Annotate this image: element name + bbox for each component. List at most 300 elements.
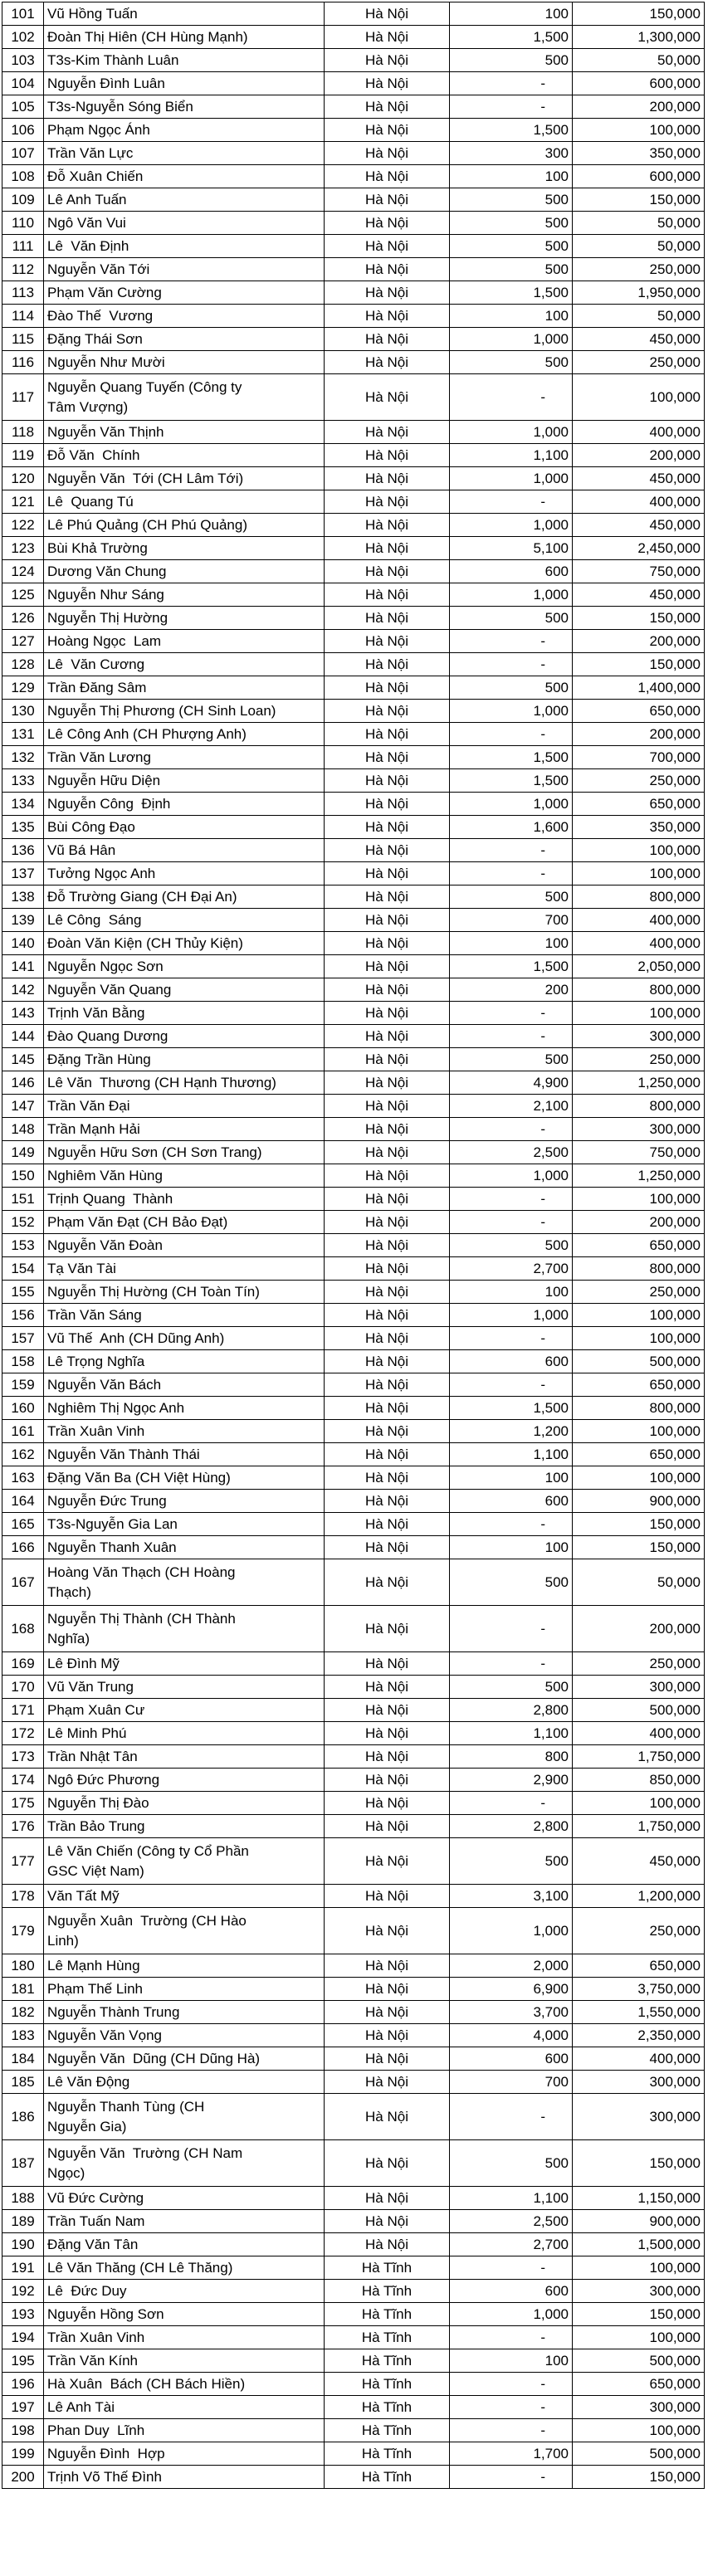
province-cell[interactable] <box>325 444 450 467</box>
quantity-cell[interactable] <box>450 1304 573 1327</box>
province-cell[interactable] <box>325 955 450 978</box>
province-cell[interactable] <box>325 862 450 886</box>
province-cell[interactable] <box>325 1443 450 1466</box>
row-number-cell[interactable] <box>2 1513 44 1536</box>
quantity-cell[interactable] <box>450 839 573 862</box>
quantity-cell[interactable] <box>450 2047 573 2071</box>
quantity-cell[interactable] <box>450 955 573 978</box>
name-cell[interactable] <box>44 2187 325 2210</box>
amount-cell[interactable] <box>573 793 705 816</box>
name-cell[interactable] <box>44 1722 325 1745</box>
quantity-cell[interactable] <box>450 700 573 723</box>
amount-cell[interactable] <box>573 2326 705 2349</box>
row-number-cell[interactable] <box>2 49 44 72</box>
province-cell[interactable] <box>325 1281 450 1304</box>
name-cell[interactable] <box>44 2071 325 2094</box>
amount-cell[interactable] <box>573 700 705 723</box>
name-cell[interactable] <box>44 769 325 793</box>
row-number-cell[interactable] <box>2 1164 44 1188</box>
province-cell[interactable] <box>325 560 450 583</box>
row-number-cell[interactable] <box>2 514 44 537</box>
province-cell[interactable] <box>325 467 450 490</box>
quantity-cell[interactable] <box>450 72 573 95</box>
row-number-cell[interactable] <box>2 1211 44 1234</box>
quantity-cell[interactable] <box>450 2256 573 2280</box>
quantity-cell[interactable] <box>450 746 573 769</box>
amount-cell[interactable] <box>573 444 705 467</box>
name-cell[interactable] <box>44 2256 325 2280</box>
row-number-cell[interactable] <box>2 2326 44 2349</box>
row-number-cell[interactable] <box>2 1373 44 1397</box>
row-number-cell[interactable] <box>2 2094 44 2140</box>
quantity-cell[interactable] <box>450 165 573 188</box>
amount-cell[interactable] <box>573 1373 705 1397</box>
province-cell[interactable] <box>325 978 450 1002</box>
row-number-cell[interactable] <box>2 607 44 630</box>
quantity-cell[interactable] <box>450 281 573 305</box>
row-number-cell[interactable] <box>2 1815 44 1838</box>
row-number-cell[interactable] <box>2 1095 44 1118</box>
province-cell[interactable] <box>325 2349 450 2373</box>
province-cell[interactable] <box>325 653 450 676</box>
quantity-cell[interactable] <box>450 1048 573 1071</box>
name-cell[interactable] <box>44 607 325 630</box>
amount-cell[interactable] <box>573 2 705 26</box>
quantity-cell[interactable] <box>450 978 573 1002</box>
province-cell[interactable] <box>325 886 450 909</box>
quantity-cell[interactable] <box>450 1257 573 1281</box>
row-number-cell[interactable] <box>2 1397 44 1420</box>
amount-cell[interactable] <box>573 769 705 793</box>
province-cell[interactable] <box>325 746 450 769</box>
quantity-cell[interactable] <box>450 1885 573 1908</box>
amount-cell[interactable] <box>573 1490 705 1513</box>
name-cell[interactable] <box>44 2466 325 2489</box>
row-number-cell[interactable] <box>2 1769 44 1792</box>
quantity-cell[interactable] <box>450 1792 573 1815</box>
quantity-cell[interactable] <box>450 1490 573 1513</box>
quantity-cell[interactable] <box>450 2210 573 2233</box>
name-cell[interactable] <box>44 583 325 607</box>
name-cell[interactable] <box>44 1954 325 1978</box>
quantity-cell[interactable] <box>450 793 573 816</box>
quantity-cell[interactable] <box>450 328 573 351</box>
quantity-cell[interactable] <box>450 2280 573 2303</box>
name-cell[interactable] <box>44 886 325 909</box>
row-number-cell[interactable] <box>2 2140 44 2187</box>
name-cell[interactable] <box>44 351 325 374</box>
name-cell[interactable] <box>44 444 325 467</box>
quantity-cell[interactable] <box>450 2396 573 2419</box>
name-cell[interactable] <box>44 2442 325 2466</box>
row-number-cell[interactable] <box>2 1048 44 1071</box>
row-number-cell[interactable] <box>2 1443 44 1466</box>
amount-cell[interactable] <box>573 1838 705 1885</box>
amount-cell[interactable] <box>573 2210 705 2233</box>
province-cell[interactable] <box>325 1559 450 1606</box>
quantity-cell[interactable] <box>450 862 573 886</box>
row-number-cell[interactable] <box>2 978 44 1002</box>
row-number-cell[interactable] <box>2 2210 44 2233</box>
quantity-cell[interactable] <box>450 560 573 583</box>
name-cell[interactable] <box>44 2349 325 2373</box>
province-cell[interactable] <box>325 839 450 862</box>
name-cell[interactable] <box>44 2 325 26</box>
quantity-cell[interactable] <box>450 1234 573 1257</box>
amount-cell[interactable] <box>573 1211 705 1234</box>
amount-cell[interactable] <box>573 26 705 49</box>
amount-cell[interactable] <box>573 2047 705 2071</box>
name-cell[interactable] <box>44 1048 325 1071</box>
amount-cell[interactable] <box>573 2256 705 2280</box>
province-cell[interactable] <box>325 1048 450 1071</box>
amount-cell[interactable] <box>573 1978 705 2001</box>
row-number-cell[interactable] <box>2 1652 44 1676</box>
row-number-cell[interactable] <box>2 2303 44 2326</box>
row-number-cell[interactable] <box>2 1188 44 1211</box>
name-cell[interactable] <box>44 1281 325 1304</box>
quantity-cell[interactable] <box>450 2140 573 2187</box>
province-cell[interactable] <box>325 909 450 932</box>
row-number-cell[interactable] <box>2 351 44 374</box>
row-number-cell[interactable] <box>2 1536 44 1559</box>
row-number-cell[interactable] <box>2 1745 44 1769</box>
row-number-cell[interactable] <box>2 26 44 49</box>
amount-cell[interactable] <box>573 1281 705 1304</box>
quantity-cell[interactable] <box>450 2349 573 2373</box>
quantity-cell[interactable] <box>450 1745 573 1769</box>
quantity-cell[interactable] <box>450 2 573 26</box>
row-number-cell[interactable] <box>2 839 44 862</box>
amount-cell[interactable] <box>573 2140 705 2187</box>
amount-cell[interactable] <box>573 653 705 676</box>
name-cell[interactable] <box>44 932 325 955</box>
quantity-cell[interactable] <box>450 1652 573 1676</box>
amount-cell[interactable] <box>573 1466 705 1490</box>
province-cell[interactable] <box>325 2303 450 2326</box>
row-number-cell[interactable] <box>2 2233 44 2256</box>
row-number-cell[interactable] <box>2 490 44 514</box>
province-cell[interactable] <box>325 2001 450 2024</box>
amount-cell[interactable] <box>573 467 705 490</box>
quantity-cell[interactable] <box>450 932 573 955</box>
row-number-cell[interactable] <box>2 1559 44 1606</box>
amount-cell[interactable] <box>573 490 705 514</box>
province-cell[interactable] <box>325 1118 450 1141</box>
province-cell[interactable] <box>325 769 450 793</box>
quantity-cell[interactable] <box>450 886 573 909</box>
province-cell[interactable] <box>325 1513 450 1536</box>
province-cell[interactable] <box>325 514 450 537</box>
name-cell[interactable] <box>44 1420 325 1443</box>
name-cell[interactable] <box>44 1443 325 1466</box>
quantity-cell[interactable] <box>450 2024 573 2047</box>
amount-cell[interactable] <box>573 746 705 769</box>
quantity-cell[interactable] <box>450 2187 573 2210</box>
quantity-cell[interactable] <box>450 374 573 421</box>
quantity-cell[interactable] <box>450 1815 573 1838</box>
name-cell[interactable] <box>44 1838 325 1885</box>
row-number-cell[interactable] <box>2 2466 44 2489</box>
quantity-cell[interactable] <box>450 142 573 165</box>
row-number-cell[interactable] <box>2 653 44 676</box>
amount-cell[interactable] <box>573 2442 705 2466</box>
province-cell[interactable] <box>325 700 450 723</box>
quantity-cell[interactable] <box>450 2303 573 2326</box>
name-cell[interactable] <box>44 1606 325 1652</box>
name-cell[interactable] <box>44 1490 325 1513</box>
province-cell[interactable] <box>325 1188 450 1211</box>
name-cell[interactable] <box>44 1513 325 1536</box>
row-number-cell[interactable] <box>2 1234 44 1257</box>
amount-cell[interactable] <box>573 1722 705 1745</box>
province-cell[interactable] <box>325 1838 450 1885</box>
amount-cell[interactable] <box>573 2280 705 2303</box>
quantity-cell[interactable] <box>450 188 573 212</box>
name-cell[interactable] <box>44 1397 325 1420</box>
province-cell[interactable] <box>325 2396 450 2419</box>
name-cell[interactable] <box>44 1095 325 1118</box>
quantity-cell[interactable] <box>450 1071 573 1095</box>
name-cell[interactable] <box>44 1304 325 1327</box>
quantity-cell[interactable] <box>450 1141 573 1164</box>
name-cell[interactable] <box>44 421 325 444</box>
name-cell[interactable] <box>44 1559 325 1606</box>
amount-cell[interactable] <box>573 1350 705 1373</box>
name-cell[interactable] <box>44 1002 325 1025</box>
amount-cell[interactable] <box>573 1513 705 1536</box>
name-cell[interactable] <box>44 188 325 212</box>
quantity-cell[interactable] <box>450 467 573 490</box>
province-cell[interactable] <box>325 1234 450 1257</box>
amount-cell[interactable] <box>573 816 705 839</box>
quantity-cell[interactable] <box>450 305 573 328</box>
name-cell[interactable] <box>44 560 325 583</box>
amount-cell[interactable] <box>573 862 705 886</box>
province-cell[interactable] <box>325 1397 450 1420</box>
province-cell[interactable] <box>325 1954 450 1978</box>
quantity-cell[interactable] <box>450 2071 573 2094</box>
name-cell[interactable] <box>44 1908 325 1954</box>
amount-cell[interactable] <box>573 1699 705 1722</box>
amount-cell[interactable] <box>573 2001 705 2024</box>
province-cell[interactable] <box>325 2233 450 2256</box>
province-cell[interactable] <box>325 235 450 258</box>
name-cell[interactable] <box>44 1769 325 1792</box>
row-number-cell[interactable] <box>2 1025 44 1048</box>
row-number-cell[interactable] <box>2 2024 44 2047</box>
quantity-cell[interactable] <box>450 1373 573 1397</box>
amount-cell[interactable] <box>573 1002 705 1025</box>
name-cell[interactable] <box>44 2047 325 2071</box>
quantity-cell[interactable] <box>450 2466 573 2489</box>
amount-cell[interactable] <box>573 1792 705 1815</box>
province-cell[interactable] <box>325 72 450 95</box>
row-number-cell[interactable] <box>2 909 44 932</box>
row-number-cell[interactable] <box>2 793 44 816</box>
amount-cell[interactable] <box>573 165 705 188</box>
name-cell[interactable] <box>44 723 325 746</box>
amount-cell[interactable] <box>573 2094 705 2140</box>
row-number-cell[interactable] <box>2 1327 44 1350</box>
province-cell[interactable] <box>325 607 450 630</box>
amount-cell[interactable] <box>573 1606 705 1652</box>
province-cell[interactable] <box>325 1141 450 1164</box>
province-cell[interactable] <box>325 165 450 188</box>
province-cell[interactable] <box>325 142 450 165</box>
row-number-cell[interactable] <box>2 1792 44 1815</box>
amount-cell[interactable] <box>573 1652 705 1676</box>
quantity-cell[interactable] <box>450 2419 573 2442</box>
amount-cell[interactable] <box>573 560 705 583</box>
quantity-cell[interactable] <box>450 2326 573 2349</box>
row-number-cell[interactable] <box>2 1281 44 1304</box>
quantity-cell[interactable] <box>450 1769 573 1792</box>
amount-cell[interactable] <box>573 1745 705 1769</box>
row-number-cell[interactable] <box>2 560 44 583</box>
province-cell[interactable] <box>325 630 450 653</box>
name-cell[interactable] <box>44 700 325 723</box>
amount-cell[interactable] <box>573 1048 705 1071</box>
amount-cell[interactable] <box>573 235 705 258</box>
row-number-cell[interactable] <box>2 2001 44 2024</box>
amount-cell[interactable] <box>573 1769 705 1792</box>
quantity-cell[interactable] <box>450 1350 573 1373</box>
row-number-cell[interactable] <box>2 2071 44 2094</box>
province-cell[interactable] <box>325 421 450 444</box>
amount-cell[interactable] <box>573 119 705 142</box>
quantity-cell[interactable] <box>450 1513 573 1536</box>
quantity-cell[interactable] <box>450 235 573 258</box>
name-cell[interactable] <box>44 630 325 653</box>
amount-cell[interactable] <box>573 95 705 119</box>
province-cell[interactable] <box>325 1908 450 1954</box>
name-cell[interactable] <box>44 793 325 816</box>
quantity-cell[interactable] <box>450 1443 573 1466</box>
amount-cell[interactable] <box>573 305 705 328</box>
province-cell[interactable] <box>325 2 450 26</box>
quantity-cell[interactable] <box>450 537 573 560</box>
quantity-cell[interactable] <box>450 212 573 235</box>
amount-cell[interactable] <box>573 607 705 630</box>
row-number-cell[interactable] <box>2 305 44 328</box>
row-number-cell[interactable] <box>2 119 44 142</box>
province-cell[interactable] <box>325 95 450 119</box>
province-cell[interactable] <box>325 723 450 746</box>
quantity-cell[interactable] <box>450 490 573 514</box>
quantity-cell[interactable] <box>450 1211 573 1234</box>
amount-cell[interactable] <box>573 281 705 305</box>
row-number-cell[interactable] <box>2 2442 44 2466</box>
quantity-cell[interactable] <box>450 676 573 700</box>
amount-cell[interactable] <box>573 2187 705 2210</box>
row-number-cell[interactable] <box>2 2373 44 2396</box>
amount-cell[interactable] <box>573 978 705 1002</box>
quantity-cell[interactable] <box>450 1164 573 1188</box>
name-cell[interactable] <box>44 653 325 676</box>
name-cell[interactable] <box>44 1652 325 1676</box>
amount-cell[interactable] <box>573 328 705 351</box>
name-cell[interactable] <box>44 1745 325 1769</box>
name-cell[interactable] <box>44 1350 325 1373</box>
name-cell[interactable] <box>44 1699 325 1722</box>
quantity-cell[interactable] <box>450 909 573 932</box>
province-cell[interactable] <box>325 374 450 421</box>
name-cell[interactable] <box>44 839 325 862</box>
amount-cell[interactable] <box>573 514 705 537</box>
quantity-cell[interactable] <box>450 583 573 607</box>
row-number-cell[interactable] <box>2 1420 44 1443</box>
quantity-cell[interactable] <box>450 1954 573 1978</box>
province-cell[interactable] <box>325 537 450 560</box>
amount-cell[interactable] <box>573 1188 705 1211</box>
province-cell[interactable] <box>325 1536 450 1559</box>
quantity-cell[interactable] <box>450 769 573 793</box>
province-cell[interactable] <box>325 2466 450 2489</box>
amount-cell[interactable] <box>573 1443 705 1466</box>
amount-cell[interactable] <box>573 2233 705 2256</box>
row-number-cell[interactable] <box>2 1908 44 1954</box>
quantity-cell[interactable] <box>450 723 573 746</box>
province-cell[interactable] <box>325 490 450 514</box>
quantity-cell[interactable] <box>450 351 573 374</box>
amount-cell[interactable] <box>573 2303 705 2326</box>
row-number-cell[interactable] <box>2 1954 44 1978</box>
name-cell[interactable] <box>44 1188 325 1211</box>
province-cell[interactable] <box>325 2140 450 2187</box>
quantity-cell[interactable] <box>450 1606 573 1652</box>
province-cell[interactable] <box>325 351 450 374</box>
province-cell[interactable] <box>325 1350 450 1373</box>
province-cell[interactable] <box>325 2419 450 2442</box>
row-number-cell[interactable] <box>2 188 44 212</box>
name-cell[interactable] <box>44 258 325 281</box>
quantity-cell[interactable] <box>450 816 573 839</box>
row-number-cell[interactable] <box>2 467 44 490</box>
name-cell[interactable] <box>44 1815 325 1838</box>
row-number-cell[interactable] <box>2 955 44 978</box>
quantity-cell[interactable] <box>450 1699 573 1722</box>
amount-cell[interactable] <box>573 676 705 700</box>
name-cell[interactable] <box>44 909 325 932</box>
name-cell[interactable] <box>44 119 325 142</box>
row-number-cell[interactable] <box>2 816 44 839</box>
row-number-cell[interactable] <box>2 1490 44 1513</box>
quantity-cell[interactable] <box>450 119 573 142</box>
quantity-cell[interactable] <box>450 1118 573 1141</box>
province-cell[interactable] <box>325 1095 450 1118</box>
amount-cell[interactable] <box>573 2349 705 2373</box>
amount-cell[interactable] <box>573 537 705 560</box>
province-cell[interactable] <box>325 49 450 72</box>
amount-cell[interactable] <box>573 2373 705 2396</box>
amount-cell[interactable] <box>573 1304 705 1327</box>
province-cell[interactable] <box>325 2187 450 2210</box>
row-number-cell[interactable] <box>2 258 44 281</box>
row-number-cell[interactable] <box>2 72 44 95</box>
name-cell[interactable] <box>44 676 325 700</box>
row-number-cell[interactable] <box>2 1676 44 1699</box>
amount-cell[interactable] <box>573 258 705 281</box>
province-cell[interactable] <box>325 2047 450 2071</box>
province-cell[interactable] <box>325 1699 450 1722</box>
name-cell[interactable] <box>44 1071 325 1095</box>
province-cell[interactable] <box>325 258 450 281</box>
row-number-cell[interactable] <box>2 723 44 746</box>
amount-cell[interactable] <box>573 1559 705 1606</box>
province-cell[interactable] <box>325 1071 450 1095</box>
row-number-cell[interactable] <box>2 2419 44 2442</box>
